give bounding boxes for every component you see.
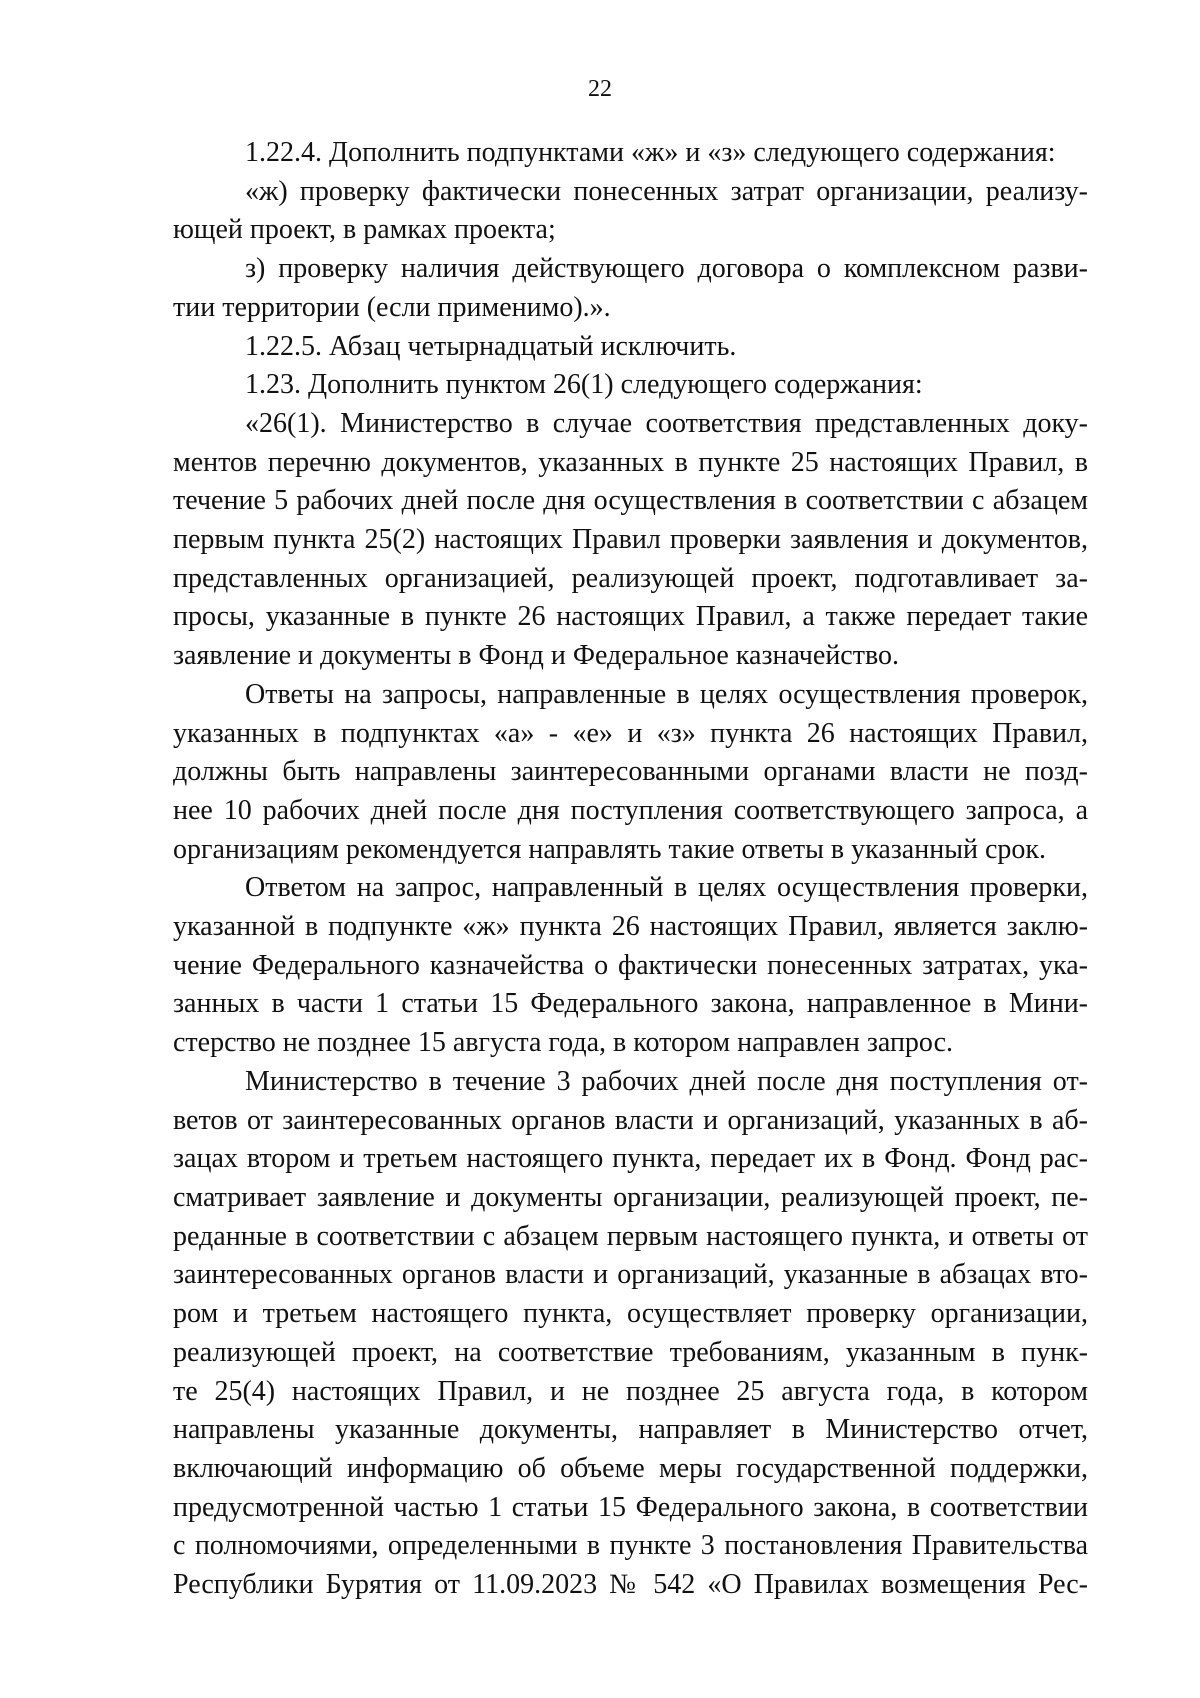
paragraph xyxy=(173,328,1088,367)
text-line: должны быть направлены заинтересованными органами власти не позд- xyxy=(173,756,1088,788)
text-line: первым пункта 25(2) настоящих Правил проверки заявления и документов, xyxy=(173,524,1088,556)
text-line: Республики Бурятия от 11.09.2023 № 542 «О Правилах возмещения Рес- xyxy=(173,1569,1088,1601)
text-line: заинтересованных органов власти и организаций, указанные в абзацах вто- xyxy=(173,1259,1088,1291)
paragraph xyxy=(173,173,1088,250)
text-line: зацах втором и третьем настоящего пункта, передает их в Фонд. Фонд рас- xyxy=(173,1143,1088,1175)
text-line: включающий информацию об объеме меры государственной поддержки, xyxy=(173,1452,1088,1484)
text-line: направлены указанные документы, направляет в Министерство отчет, xyxy=(173,1414,1088,1446)
text-line: 1.22.4. Дополнить подпунктами «ж» и «з» следующего содержания: xyxy=(245,137,1056,168)
paragraph xyxy=(173,676,1088,870)
paragraph xyxy=(173,869,1088,1063)
text-line: указанных в подпунктах «а» - «е» и «з» пункта 26 настоящих Правил, xyxy=(173,717,1088,749)
text-line: занных в части 1 статьи 15 Федерального закона, направленное в Мини- xyxy=(173,988,1088,1020)
text-line: ром и третьем настоящего пункта, осуществляет проверку организации, xyxy=(173,1298,1088,1330)
text-line: просы, указанные в пункте 26 настоящих Правил, а также передает такие xyxy=(173,601,1088,633)
document-body xyxy=(173,134,1088,1605)
text-line: заявление и документы в Фонд и Федеральное казначейство. xyxy=(173,640,899,672)
text-line: 1.22.5. Абзац четырнадцатый исключить. xyxy=(245,330,737,362)
text-line: ментов перечню документов, указанных в пункте 25 настоящих Правил, в xyxy=(173,446,1088,478)
text-line: представленных организацией, реализующей проект, подготавливает за- xyxy=(173,562,1088,594)
text-line: сматривает заявление и документы организации, реализующей проект, пе- xyxy=(173,1181,1088,1213)
text-line: Ответы на запросы, направленные в целях осуществления проверок, xyxy=(245,678,1088,710)
paragraph xyxy=(173,134,1088,173)
paragraph xyxy=(173,405,1088,676)
text-line: те 25(4) настоящих Правил, и не позднее 25 августа года, в котором xyxy=(173,1375,1088,1407)
text-line: организациям рекомендуется направлять такие ответы в указанный срок. xyxy=(173,833,1047,865)
text-line: стерство не позднее 15 августа года, в котором направлен запрос. xyxy=(173,1027,954,1059)
text-line: предусмотренной частью 1 статьи 15 Федерального закона, в соответствии xyxy=(173,1491,1088,1523)
text-line: Министерство в течение 3 рабочих дней после дня поступления от- xyxy=(245,1065,1088,1097)
text-line: «26(1). Министерство в случае соответствия представленных доку- xyxy=(245,407,1088,439)
paragraph xyxy=(173,366,1088,405)
text-line: тии территории (если применимо).». xyxy=(173,291,611,323)
text-line: нее 10 рабочих дней после дня поступления соответствующего запроса, а xyxy=(173,794,1088,826)
text-line: Ответом на запрос, направленный в целях осуществления проверки, xyxy=(245,872,1088,904)
text-line: ющей проект, в рамках проекта; xyxy=(173,214,556,246)
text-line: 1.23. Дополнить пунктом 26(1) следующего содержания: xyxy=(245,369,923,401)
text-line: течение 5 рабочих дней после дня осуществления в соответствии с абзацем xyxy=(173,485,1088,517)
text-line: ветов от заинтересованных органов власти и организаций, указанных в аб- xyxy=(173,1104,1088,1136)
text-line: реданные в соответствии с абзацем первым настоящего пункта, и ответы от xyxy=(173,1220,1088,1252)
text-line: «ж) проверку фактически понесенных затрат организации, реализу- xyxy=(245,175,1088,207)
text-line: с полномочиями, определенными в пункте 3 постановления Правительства xyxy=(173,1530,1088,1562)
text-line: з) проверку наличия действующего договора о комплексном разви- xyxy=(245,253,1088,285)
text-line: реализующей проект, на соответствие требованиям, указанным в пунк- xyxy=(173,1336,1088,1368)
page-number: 22 xyxy=(588,76,612,102)
text-line: чение Федерального казначейства о фактически понесенных затратах, ука- xyxy=(173,949,1088,981)
text-line: указанной в подпункте «ж» пункта 26 настоящих Правил, является заклю- xyxy=(173,911,1088,943)
paragraph xyxy=(173,1063,1088,1605)
paragraph xyxy=(173,250,1088,327)
